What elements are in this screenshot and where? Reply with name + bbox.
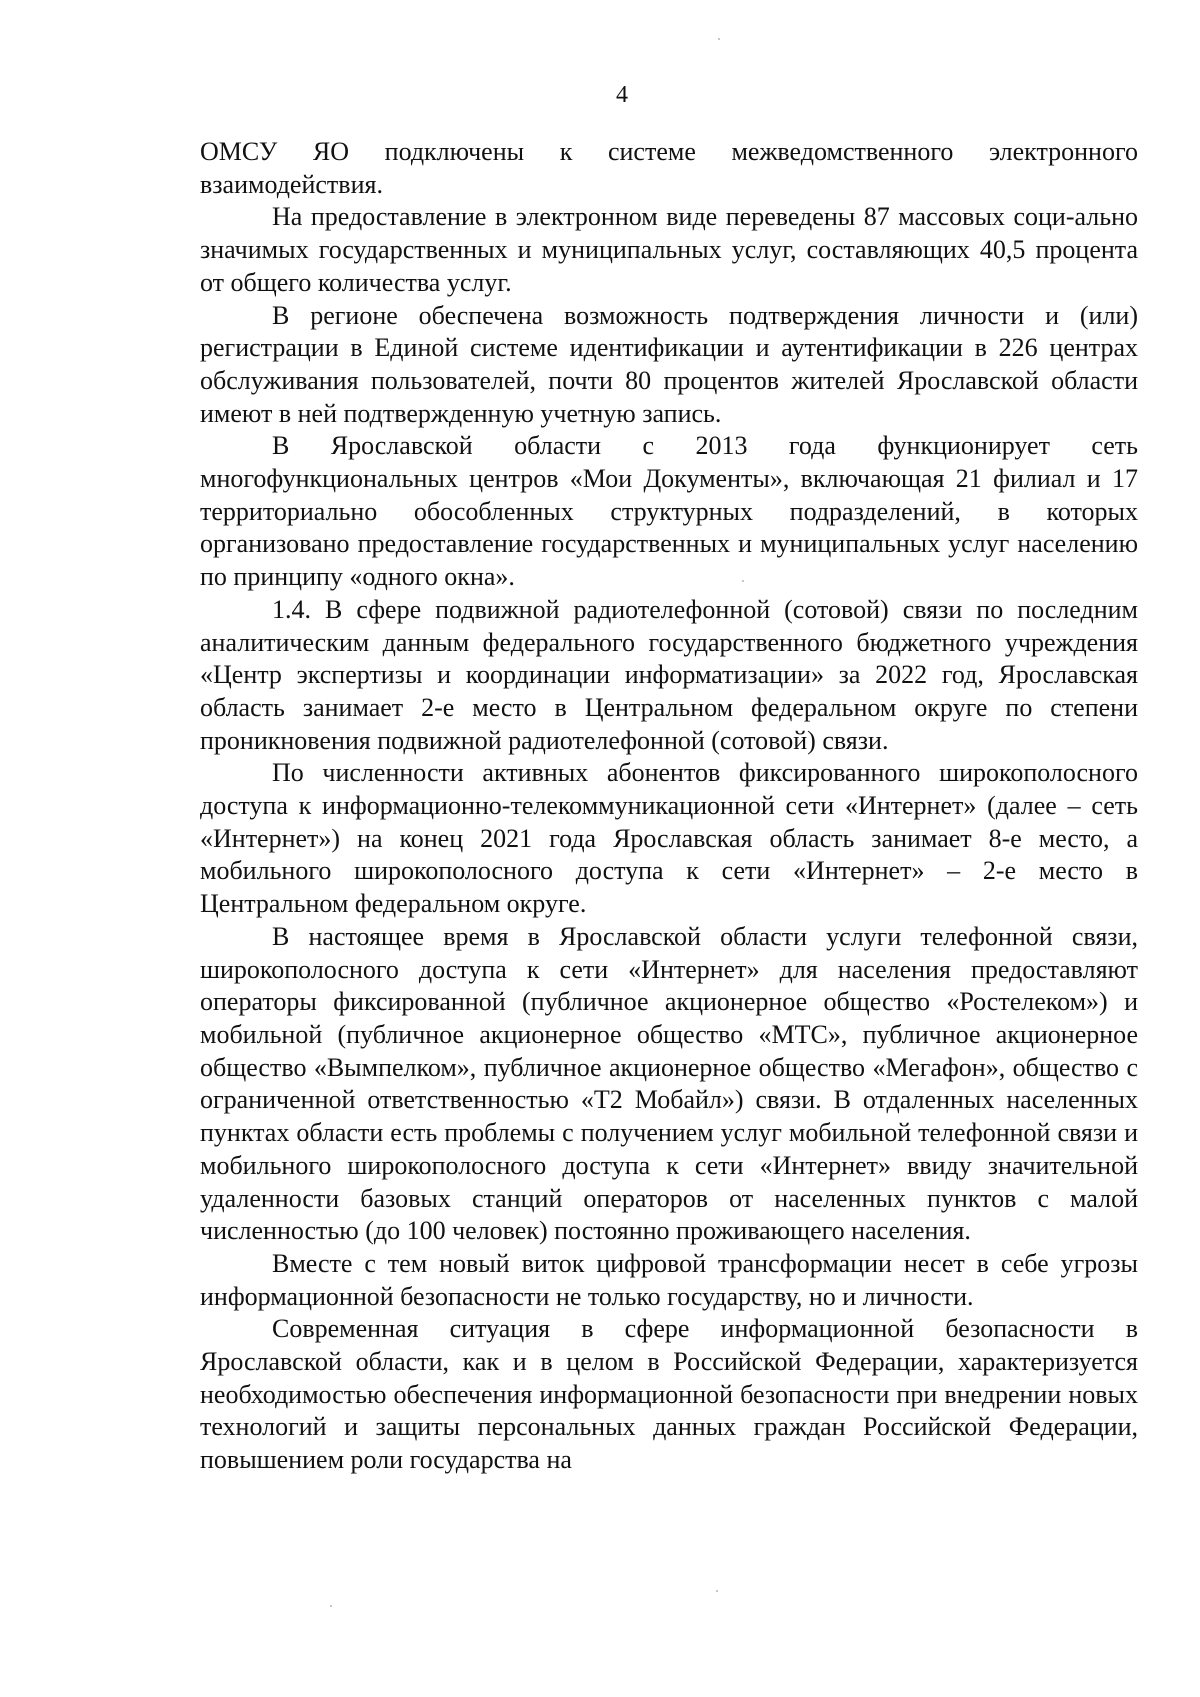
paragraph-broadband-subscribers: По численности активных абонентов фиксированного широкополосного доступа к информационно-телекоммуникационной сети «Интернет» (далее – сеть «Интернет») на конец 2021 года Ярославская область занимает 8-е место, а мобильного широкополосного доступа к сети «Интернет» – 2-е место в Центральном федеральном округе. [200,758,1138,919]
scan-speck [716,1590,718,1592]
paragraph-section-1-4-mobile: 1.4. В сфере подвижной радиотелефонной (сотовой) связи по последним аналитическим данным федерального государственного бюджетного учреждения «Центр экспертизы и координации информатизации» за 2022 год, Ярославская область занимает 2-е место в Центральном федеральном округе по степени проникновения подвижной радиотелефонной (сотовой) связи. [200,594,1138,755]
paragraph-security-threats: Вместе с тем новый виток цифровой трансформации несет в себе угрозы информационной безопасности не только государству, но и личности. [200,1248,1138,1311]
paragraph-identity-verification: В регионе обеспечена возможность подтверждения личности и (или) регистрации в Единой системе идентификации и аутентификации в 226 центрах обслуживания пользователей, почти 80 процентов жителей Ярославской области имеют в ней подтвержденную учетную запись. [200,300,1138,428]
scan-speck [718,38,720,40]
paragraph-mfc-network: В Ярославской области с 2013 года функционирует сеть многофункциональных центров «Мои Документы», включающая 21 филиал и 17 территориально обособленных структурных подразделений, в которых организовано предоставление государственных и муниципальных услуг населению по принципу «одного окна». [200,431,1138,592]
paragraph-omsu-connection: ОМСУ ЯО подключены к системе межведомственного электронного взаимодействия. [200,137,1138,199]
paragraph-security-situation: Современная ситуация в сфере информационной безопасности в Ярославской области, как и в целом в Российской Федерации, характеризуется необходимостью обеспечения информационной безопасности при внедрении новых технологий и защиты персональных данных граждан Российской Федерации, повышением роли государства на [200,1314,1138,1475]
scan-speck [330,1605,332,1607]
paragraph-electronic-services: На предоставление в электронном виде переведены 87 массовых соци-ально значимых государственных и муниципальных услуг, составляющих 40,5 процента от общего количества услуг. [200,202,1138,297]
paragraph-telecom-operators: В настоящее время в Ярославской области услуги телефонной связи, широкополосного доступа к сети «Интернет» для населения предоставляют операторы фиксированной (публичное акционерное общество «Ростелеком») и мобильной (публичное акционерное общество «МТС», публичное акционерное общество «Вымпелком», публичное акционерное общество «Мегафон», общество с ограниченной ответственностью «Т2 Мобайл») связи. В отдаленных населенных пунктах области есть проблемы с получением услуг мобильной телефонной связи и мобильного широкополосного доступа к сети «Интернет» ввиду значительной удаленности базовых станций операторов от населенных пунктов с малой численностью (до 100 человек) постоянно проживающего населения. [200,921,1138,1246]
page-number: 4 [616,82,628,108]
document-body [200,136,1138,1477]
